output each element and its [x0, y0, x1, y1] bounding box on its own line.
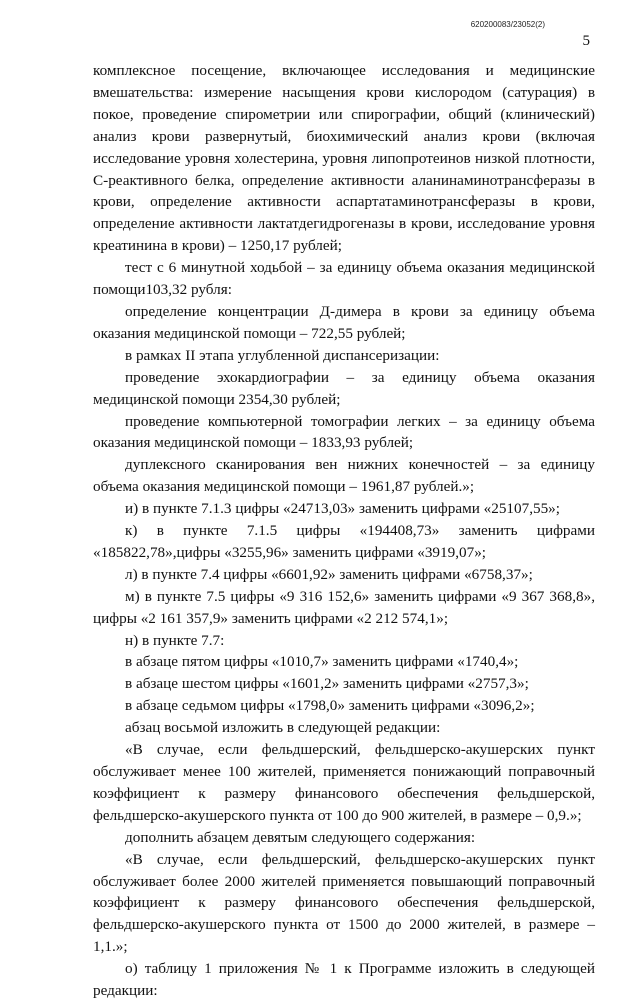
paragraph: в абзаце шестом цифры «1601,2» заменить цифрами «2757,3»; [125, 675, 529, 693]
paragraph: определение концентрации Д-димера в крови за единицу объема оказания медицинской помощи – 722,55 рублей; [93, 302, 595, 342]
paragraph: о) таблицу 1 приложения № 1 к Программе изложить в следующей редакции: [93, 960, 595, 1000]
paragraph: проведение компьютерной томографии легких – за единицу объема оказания медицинской помощи – 1833,93 рублей; [93, 412, 595, 452]
paragraph: «В случае, если фельдшерский, фельдшерско-акушерских пункт обслуживает менее 100 жителей, применяется понижающий поправочный коэффициент к размеру финансового обеспечения фельдшерской, фельдшерско-акушерского пункта от 100 до 900 жителей, в размере – 0,9.»; [93, 741, 595, 824]
paragraph: «В случае, если фельдшерский, фельдшерско-акушерских пункт обслуживает более 2000 жителей применяется повышающий поправочный коэффициент к размеру финансового обеспечения фельдшерской, фельдшерско-акушерского пункта от 1500 до 2000 жителей, в размере – 1,1.»; [93, 850, 595, 956]
page-number: 5 [582, 33, 590, 49]
paragraph: в абзаце пятом цифры «1010,7» заменить цифрами «1740,4»; [125, 653, 519, 671]
paragraph: дуплексного сканирования вен нижних конечностей – за единицу объема оказания медицинской помощи – 1961,87 рублей.»; [93, 456, 595, 496]
document-body [93, 60, 595, 1002]
document-id: 620200083/23052(2) [470, 20, 545, 29]
paragraph: комплексное посещение, включающее исследования и медицинские вмешательства: измерение насыщения крови кислородом (сатурация) в покое, проведение спирометрии или спирографии, общий (клинический) анализ крови развернутый, биохимический анализ крови (включая исследование уровня холестерина, уровня липопротеинов низкой плотности, С-реактивного белка, определение активности аланинаминотрансферазы в крови, определение активности аспартатаминотрансферазы в крови, определение активности лактатдегидрогеназы в крови, исследование уровня креатинина в крови) – 1250,17 рублей; [93, 62, 595, 255]
paragraph: в рамках II этапа углубленной диспансеризации: [125, 346, 440, 364]
paragraph: проведение эхокардиографии – за единицу объема оказания медицинской помощи 2354,30 рублей; [93, 368, 595, 408]
paragraph: абзац восьмой изложить в следующей редакции: [125, 719, 441, 737]
paragraph: л) в пункте 7.4 цифры «6601,92» заменить цифрами «6758,37»; [125, 565, 533, 583]
paragraph: в абзаце седьмом цифры «1798,0» заменить цифрами «3096,2»; [125, 697, 535, 715]
paragraph: тест с 6 минутной ходьбой – за единицу объема оказания медицинской помощи103,32 рубля: [93, 259, 595, 299]
paragraph: дополнить абзацем девятым следующего содержания: [125, 828, 476, 846]
paragraph: к) в пункте 7.1.5 цифры «194408,73» заменить цифрами «185822,78»,цифры «3255,96» заменить цифрами «3919,07»; [93, 522, 595, 561]
paragraph: н) в пункте 7.7: [125, 631, 225, 649]
paragraph: и) в пункте 7.1.3 цифры «24713,03» заменить цифрами «25107,55»; [125, 500, 560, 518]
paragraph: м) в пункте 7.5 цифры «9 316 152,6» заменить цифрами «9 367 368,8», цифры «2 161 357,9» заменить цифрами «2 212 574,1»; [93, 587, 595, 627]
